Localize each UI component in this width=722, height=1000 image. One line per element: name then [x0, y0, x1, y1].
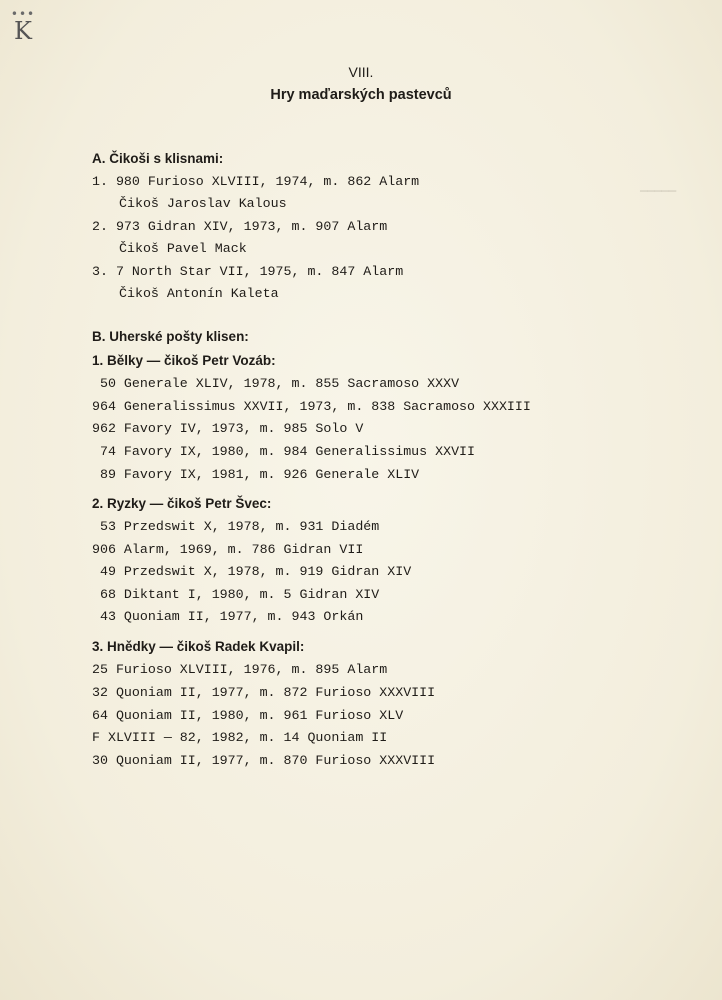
chapter-title: Hry maďarských pastevců: [270, 87, 452, 103]
list-item: 30 Quoniam II, 1977, m. 870 Furioso XXXVIII: [92, 753, 436, 768]
list-item: 53 Przedswit X, 1978, m. 931 Diadém: [92, 519, 380, 534]
list-item: 964 Generalissimus XXVII, 1973, m. 838 Sacramoso XXXIII: [92, 399, 531, 414]
logo-letter-icon: K: [14, 17, 32, 45]
section-a-line: 3. 7 North Star VII, 1975, m. 847 Alarm: [92, 264, 404, 279]
section-a-line: 1. 980 Furioso XLVIII, 1974, m. 862 Alarm: [92, 174, 420, 189]
section-a-line: Čikoš Antonín Kaleta: [119, 286, 279, 301]
section-a-line: 2. 973 Gidran XIV, 1973, m. 907 Alarm: [92, 219, 388, 234]
list-item: 89 Favory IX, 1981, m. 926 Generale XLIV: [92, 467, 420, 482]
list-item: 25 Furioso XLVIII, 1976, m. 895 Alarm: [92, 662, 388, 677]
section-b-heading: B. Uherské pošty klisen:: [92, 329, 249, 344]
group-heading: 3. Hnědky — čikoš Radek Kvapil:: [92, 639, 305, 654]
group-heading: 1. Bělky — čikoš Petr Vozáb:: [92, 353, 276, 368]
list-item: 64 Quoniam II, 1980, m. 961 Furioso XLV: [92, 708, 404, 723]
list-item: 68 Diktant I, 1980, m. 5 Gidran XIV: [92, 587, 380, 602]
list-item: 906 Alarm, 1969, m. 786 Gidran VII: [92, 542, 364, 557]
group-heading: 2. Ryzky — čikoš Petr Švec:: [92, 496, 272, 511]
chapter-number: VIII.: [348, 64, 374, 80]
list-item: 74 Favory IX, 1980, m. 984 Generalissimus XXVII: [92, 444, 476, 459]
list-item: 49 Przedswit X, 1978, m. 919 Gidran XIV: [92, 564, 412, 579]
section-a-line: Čikoš Jaroslav Kalous: [119, 196, 287, 211]
list-item: 32 Quoniam II, 1977, m. 872 Furioso XXXVIII: [92, 685, 436, 700]
show-through-texture: ▁▁▁▁▁: [640, 179, 677, 193]
list-item: 43 Quoniam II, 1977, m. 943 Orkán: [92, 609, 364, 624]
logo-dots-icon: •••: [10, 7, 36, 21]
section-a-line: Čikoš Pavel Mack: [119, 241, 247, 256]
list-item: F XLVIII — 82, 1982, m. 14 Quoniam II: [92, 730, 388, 745]
section-a-heading: A. Čikoši s klisnami:: [92, 151, 224, 166]
list-item: 50 Generale XLIV, 1978, m. 855 Sacramoso XXXV: [92, 376, 460, 391]
list-item: 962 Favory IV, 1973, m. 985 Solo V: [92, 421, 364, 436]
